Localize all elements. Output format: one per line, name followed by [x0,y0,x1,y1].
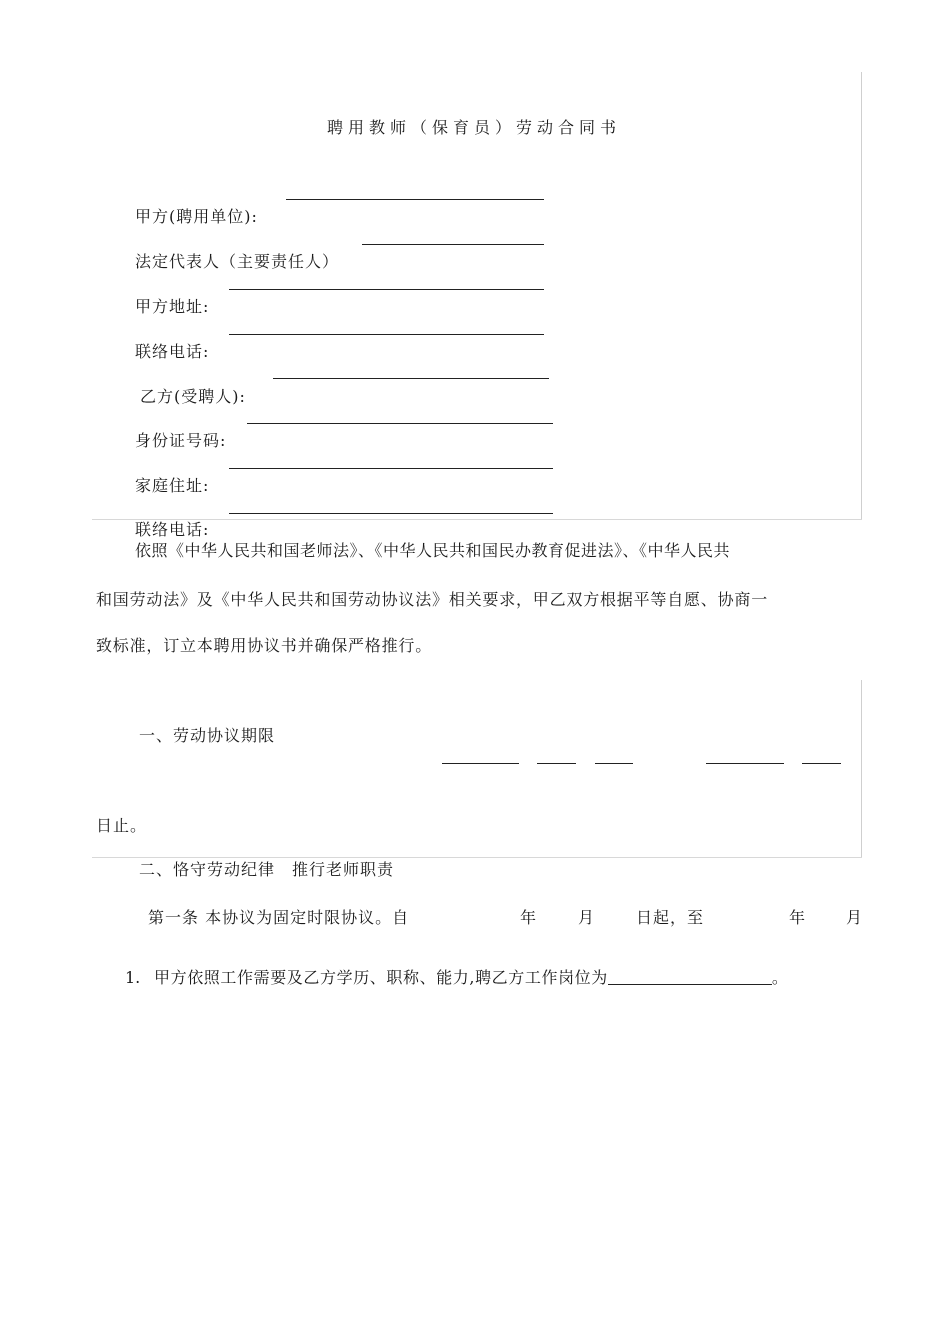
item1-number: 1. [125,968,141,987]
id-number-label: 身份证号码: [135,431,227,450]
date-blank-5 [802,763,841,764]
id-number-blank [247,423,553,424]
article1-year-2: 年 [789,908,806,927]
legal-rep-blank [362,244,544,245]
phone1-blank [229,334,544,335]
home-address-blank [229,468,553,469]
article1-day-from: 日起，至 [636,908,705,927]
intro-line-2: 和国劳动法》及《中华人民共和国劳动协议法》相关要求，甲乙双方根据平等自愿、协商一 [96,590,769,609]
item1-line [154,968,789,988]
section1-end: 日止。 [96,816,148,835]
intro-line-3: 致标准，订立本聘用协议书并确保严格推行。 [96,636,433,655]
phone2-label: 联络电话: [135,520,210,539]
address-label: 甲方地址: [135,297,210,316]
date-blank-4 [706,763,784,764]
employee-label: 乙方(受聘人): [140,387,246,406]
intro-line-1: 依照《中华人民共和国老师法》、《中华人民共和国民办教育促进法》、《中华人民共 [135,541,731,560]
item1-text: 甲方依照工作需要及乙方学历、职称、能力,聘乙方工作岗位为 [154,968,608,987]
section2-heading: 二、恪守劳动纪律 推行老师职责 [139,860,395,879]
date-blank-2 [537,763,576,764]
article1-text: 第一条 本协议为固定时限协议。自 [148,908,410,927]
frame-rule-right-top [861,72,862,520]
article1-month-1: 月 [578,908,595,927]
employer-blank [286,199,544,200]
frame-rule-right-bottom [861,680,862,858]
phone1-label: 联络电话: [135,342,210,361]
employee-blank [273,378,549,379]
document-title: 聘用教师（保育员）劳动合同书 [327,118,622,137]
employer-label: 甲方(聘用单位): [135,207,258,226]
phone2-blank [229,513,553,514]
article1-year-1: 年 [520,908,537,927]
home-address-label: 家庭住址: [135,476,210,495]
article1-month-2: 月 [846,908,863,927]
frame-rule-bottom [92,857,862,858]
section1-heading: 一、劳动协议期限 [139,726,276,745]
date-blank-3 [595,763,633,764]
legal-rep-label: 法定代表人（主要责任人） [135,252,340,271]
address-blank [229,289,544,290]
job-position-blank [608,968,772,985]
date-blank-1 [442,763,519,764]
item1-end: 。 [771,968,789,987]
